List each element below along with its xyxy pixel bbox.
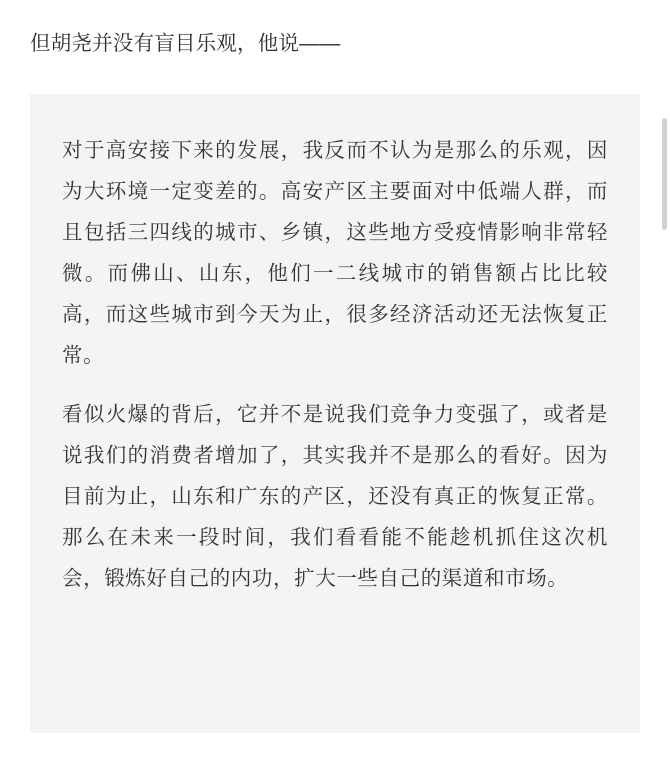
quote-paragraph: 对于高安接下来的发展，我反而不认为是那么的乐观，因为大环境一定变差的。高安产区主要面对中低端人群，而且包括三四线的城市、乡镇，这些地方受疫情影响非常轻微。而佛山、山东，他们一二线城市的销售额占比比较高，而这些城市到今天为止，很多经济活动还无法恢复正常。: [62, 139, 608, 367]
lead-paragraph: 但胡尧并没有盲目乐观，他说——: [30, 32, 341, 55]
page-bottom-spacer: [0, 733, 670, 759]
quote-block: [30, 94, 640, 734]
scrollbar-thumb[interactable]: [662, 118, 667, 230]
quote-paragraph: 看似火爆的背后，它并不是说我们竞争力变强了，或者是说我们的消费者增加了，其实我并不是那么的看好。因为目前为止，山东和广东的产区，还没有真正的恢复正常。那么在未来一段时间，我们看看能不能趁机抓住这次机会，锻炼好自己的内功，扩大一些自己的渠道和市场。: [62, 403, 608, 590]
